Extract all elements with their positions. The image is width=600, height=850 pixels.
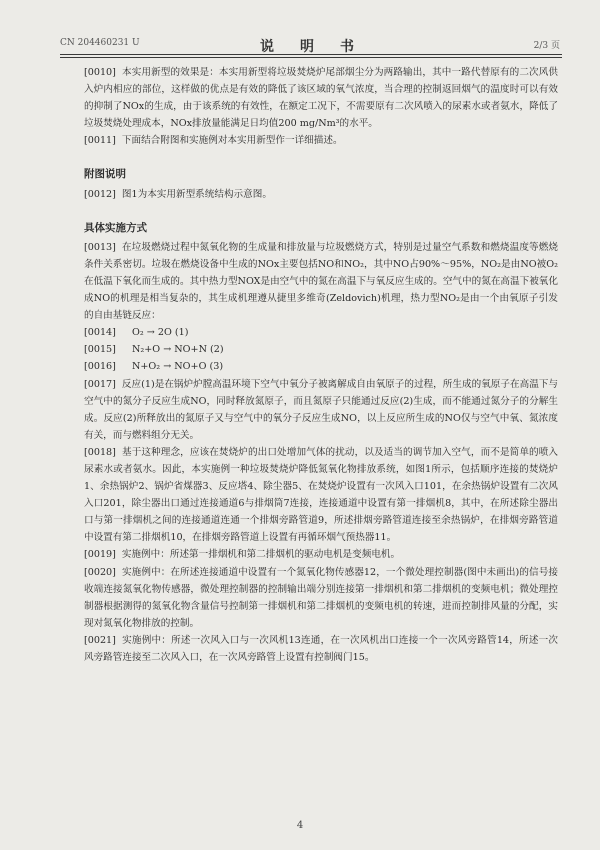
paragraph-0021: [0021] 实施例中：所述一次风入口与一次风机13连通，在一次风机出口连接一个一次风旁路管14，所述一次风旁路管连接至二次风入口，在一次风旁路管上设置有控制阀门15。	[84, 634, 558, 663]
paragraph-0010: [0010] 本实用新型的效果是：本实用新型将垃圾焚烧炉尾部烟尘分为两路输出，其中一路代替原有的二次风供入炉内相应的部位，这样做的优点是有效的降低了该区域的氧气浓度，当合理的控制返回烟气的温度时可以有效的抑制了NOx的生成，由于该系统的有效性，在额定工况下，不需要原有二次风喷入的尿素水或者氨水，降低了垃圾焚烧处理成本，NOx排放量能满足日均值200 mg/Nm³的水平。	[84, 67, 558, 130]
paragraph-0012: [0012] 图1为本实用新型系统结构示意图。	[84, 188, 272, 200]
paragraph-0019: [0019] 实施例中：所述第一排烟机和第二排烟机的驱动电机是变频电机。	[84, 549, 401, 561]
paragraph-0013: [0013] 在垃圾燃烧过程中氮氧化物的生成量和排放量与垃圾燃烧方式，特别是过量空气系数和燃烧温度等燃烧条件关系密切。垃圾在燃烧设备中生成的NOx主要包括NO和NO₂，其中NO占90%～95%，NO₂是由NO被O₂在低温下氧化而生成的。其中热力型NOX是由空气中的氮在高温下与氧反应生成的。空气中的氮在高温下被氧化成NO的机理是相当复杂的，其生成机理遵从捷里多维奇(Zeldovich)机理，热力型NO₂是由一个由氧原子引发的自由基链反应：	[84, 241, 558, 322]
section-heading-embodiment: 具体实施方式	[84, 221, 147, 234]
paragraph-0017: [0017] 反应(1)是在锅炉炉膛高温环境下空气中氧分子被离解成自由氧原子的过程，所生成的氧原子在高温下与空气中的氮分子反应生成NO，同时释放氮原子，而且氮原子只能通过反应(2)生成，而不能通过氮分子的分解生成。反应(2)所释放出的氮原子又与空气中的氧分子反应生成NO，以上反应所生成的NO仅与空气中氧、氮浓度有关，而与燃料组分无关。	[84, 378, 558, 441]
header-rule-top	[60, 54, 562, 55]
page-header	[60, 36, 560, 55]
paragraph-0018: [0018] 基于这种理念，应该在焚烧炉的出口处增加气体的扰动，以及适当的调节加入空气，而不是简单的喷入尿素水或者氨水。因此，本实施例一种垃圾焚烧炉降低氮氧化物排放系统，如图1所示，包括顺序连接的焚烧炉1、余热锅炉2、锅炉省煤器3、反应塔4、除尘器5、在焚烧炉设置有一次风入口101，在余热锅炉设置有二次风入口201，除尘器出口通过连接通道6与排烟筒7连接，连接通道中设置有第一排烟机8，其中，在所述除尘器出口与第一排烟机之间的连接通道连通一个排烟旁路管道9，所述排烟旁路管道连接至余热锅炉，在排烟旁路管道中设置有第二排烟机10，在排烟旁路管道上设置有再循环烟气预热器11。	[84, 446, 558, 544]
paragraph-0020: [0020] 实施例中：在所述连接通道中设置有一个氮氧化物传感器12，一个微处理控制器(图中未画出)的信号接收端连接氮氧化物传感器，微处理控制器的控制输出端分别连接第一排烟机和第二排烟机的变频电机；微处理控制器根据测得的氮氧化物含量信号控制第一排烟机和第二排烟机的变频电机的转速，进而控制排风量的分配，实现对氮氧化物排放的控制。	[84, 566, 558, 629]
page-number: 4	[296, 820, 304, 831]
equation-3: [0016] N+O₂ → NO+O (3)	[84, 361, 224, 373]
paragraph-0011: [0011] 下面结合附图和实施例对本实用新型作一详细描述。	[84, 135, 343, 147]
document-body	[84, 64, 558, 666]
page-label: 2/3 页	[533, 41, 560, 51]
doc-number: CN 204460231 U	[60, 38, 140, 48]
page-title: 说 明 书	[260, 39, 360, 55]
header-rule-bottom	[60, 57, 562, 58]
section-heading-figures: 附图说明	[84, 168, 126, 181]
equation-1: [0014] O₂ → 2O (1)	[84, 327, 189, 339]
equation-2: [0015] N₂+O → NO+N (2)	[84, 344, 224, 356]
